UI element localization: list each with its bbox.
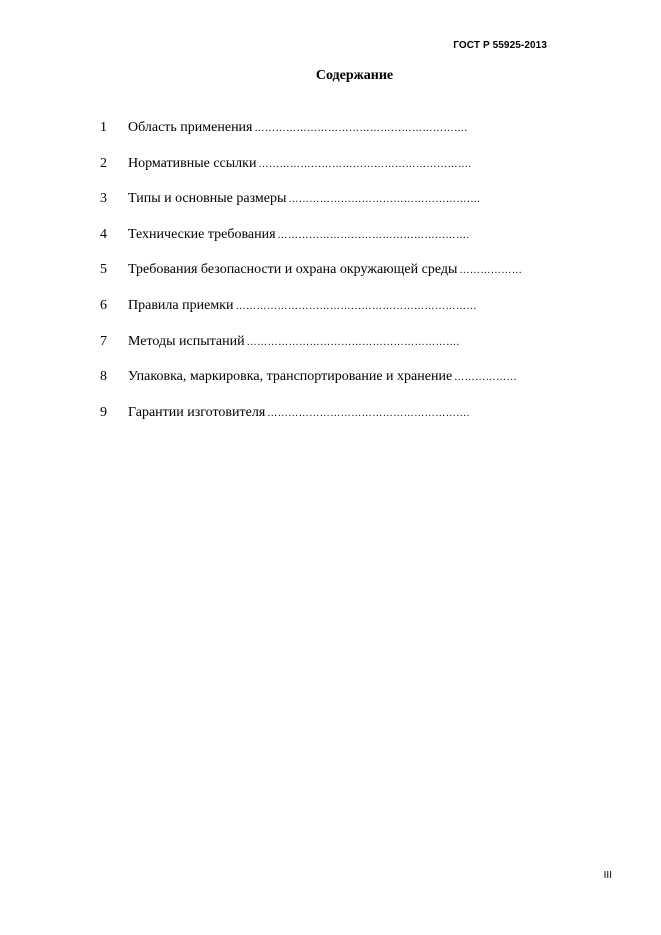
toc-entry-label: Нормативные ссылки xyxy=(128,155,257,171)
toc-entry-label: Область применения xyxy=(128,120,253,135)
toc-entry-label: Правила приемки xyxy=(128,297,234,313)
toc-entry-label: Типы и основные размеры xyxy=(128,191,287,207)
toc-entry-number: 8 xyxy=(100,369,107,385)
toc-dot-leader: ……………………………………………………. xyxy=(254,123,468,134)
toc-entry-1[interactable] xyxy=(100,120,576,156)
toc-entry-7[interactable] xyxy=(100,334,576,370)
toc-entry-number: 3 xyxy=(100,191,107,207)
toc-entry-number: 1 xyxy=(100,120,107,135)
page-number: III xyxy=(603,870,612,881)
toc-entry-label: Технические требования xyxy=(128,226,276,242)
toc-entry-number: 9 xyxy=(100,404,107,420)
toc-dot-leader: ……………………………………………………. xyxy=(258,158,472,170)
toc-dot-leader: ……………………………………………………. xyxy=(246,336,460,348)
toc-title: Содержание xyxy=(315,68,394,83)
toc-entry-number: 5 xyxy=(100,262,107,278)
toc-entry-number: 4 xyxy=(100,226,107,242)
toc-entry-number: 6 xyxy=(100,297,107,313)
toc-entry-2[interactable] xyxy=(100,156,576,192)
toc-entry-5[interactable] xyxy=(100,262,576,298)
toc-dot-leader: ………………………………………………. xyxy=(288,194,481,206)
toc-entry-4[interactable] xyxy=(100,227,576,263)
toc-dot-leader: ………………………………………………. xyxy=(277,229,470,241)
toc-dot-leader: ……………… xyxy=(454,372,518,384)
toc-entry-6[interactable] xyxy=(100,298,576,334)
table-of-contents xyxy=(100,120,576,440)
standard-designation: ГОСТ Р 55925-2013 xyxy=(453,40,547,51)
toc-entry-label: Методы испытаний xyxy=(128,333,245,349)
toc-entry-3[interactable] xyxy=(100,191,576,227)
toc-entry-label: Гарантии изготовителя xyxy=(128,404,266,420)
toc-entry-9[interactable] xyxy=(100,405,576,441)
toc-entry-number: 2 xyxy=(100,155,107,171)
toc-entry-label: Требования безопасности и охрана окружающей среды xyxy=(128,262,458,278)
toc-entry-label: Упаковка, маркировка, транспортирование и хранение xyxy=(128,369,453,385)
toc-dot-leader: ……………… xyxy=(459,265,523,277)
toc-entry-number: 7 xyxy=(100,333,107,349)
toc-dot-leader: …………………………………………………………… xyxy=(235,300,477,312)
toc-dot-leader: …………………………………………………. xyxy=(267,407,470,419)
toc-entry-8[interactable] xyxy=(100,369,576,405)
